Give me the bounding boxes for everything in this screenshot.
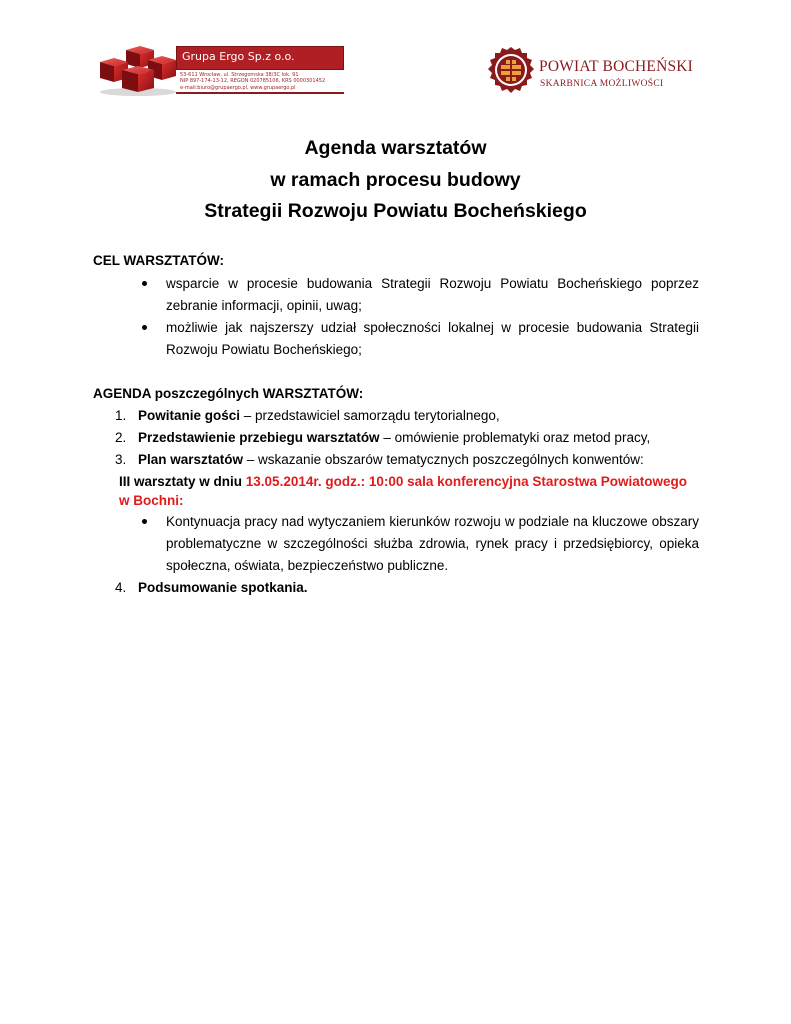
item-text: – przedstawiciel samorządu terytorialnego, [240, 408, 500, 423]
ergo-company-name: Grupa Ergo Sp.z o.o. [182, 50, 295, 63]
title-line-3: Strategii Rozwoju Powiatu Bocheńskiego [204, 200, 587, 222]
title-line-1: Agenda warsztatów [304, 137, 487, 159]
ergo-registry: NIP 897-174-13-12, REGON 020785106, KRS 0000301452 [180, 78, 326, 85]
item-bold-text: Podsumowanie spotkania. [138, 580, 308, 595]
session-details: 13.05.2014r. godz.: 10:00 sala konferencyjna Starostwa Powiatowego w Bochni: [119, 474, 687, 508]
powiat-subtitle: SKARBNICA MOŻLIWOŚCI [540, 79, 664, 89]
bullet-text: wsparcie w procesie budowania Strategii Rozwoju Powiatu Bocheńskiego poprzez zebranie informacji, opinii, uwag; [166, 276, 699, 313]
agenda-item-2 [115, 427, 650, 449]
list-item [166, 273, 699, 317]
item-bold-text: Przedstawienie przebiegu warsztatów [138, 430, 380, 445]
session-bullet-list [166, 511, 699, 577]
session-prefix: III warsztaty w dniu [119, 474, 246, 489]
powiat-seal-icon [487, 46, 535, 98]
item-text: – wskazanie obszarów tematycznych poszczególnych konwentów: [243, 452, 644, 467]
powiat-title: POWIAT BOCHEŃSKI [539, 58, 694, 75]
agenda-item-3 [115, 449, 644, 471]
agenda-item-1 [115, 405, 500, 427]
item-bold-text: Powitanie gości [138, 408, 241, 423]
title-line-2: w ramach procesu budowy [270, 168, 521, 191]
ergo-name-band [176, 46, 344, 70]
ergo-underline [176, 92, 344, 94]
list-item [166, 511, 699, 577]
grupa-ergo-logo [96, 44, 348, 96]
bullet-text: Kontynuacja pracy nad wytyczaniem kierunków rozwoju w podziale na kluczowe obszary problematyczne w szczególności służba zdrowia, rynek pracy i przedsiębiorcy, opieka społeczna, oświata, bezpieczeństwo publiczne. [166, 514, 699, 573]
ergo-address: 53-611 Wrocław, ul. Strzegomska 38/3C lok. 91 [180, 72, 299, 78]
agenda-heading: AGENDA poszczególnych WARSZTATÓW: [93, 386, 364, 401]
cel-heading: CEL WARSZTATÓW: [93, 253, 224, 268]
item-number: 2. [115, 430, 127, 445]
ergo-email: e-mail:biuro@grupaergo.pl, www.grupaergo.pl [180, 84, 296, 91]
session-info [119, 472, 699, 510]
bullet-icon [142, 519, 147, 524]
item-bold-text: Plan warsztatów [138, 452, 244, 467]
item-number: 1. [115, 408, 127, 423]
bullet-text: możliwie jak najszerszy udział społeczności lokalnej w procesie budowania Strategii Rozwoju Powiatu Bocheńskiego; [166, 320, 699, 357]
agenda-item-4 [115, 577, 308, 599]
cubes-logo-icon [96, 44, 178, 96]
item-text: – omówienie problematyki oraz metod pracy, [379, 430, 651, 445]
list-item [166, 317, 699, 361]
cel-bullet-list [166, 273, 699, 361]
ergo-info-box [176, 46, 344, 92]
item-number: 4. [115, 580, 127, 595]
ergo-contact-lines [180, 72, 340, 91]
document-title [0, 133, 791, 228]
powiat-bochenski-logo [487, 46, 717, 102]
bullet-icon [142, 281, 147, 286]
item-number: 3. [115, 452, 127, 467]
bullet-icon [142, 325, 147, 330]
